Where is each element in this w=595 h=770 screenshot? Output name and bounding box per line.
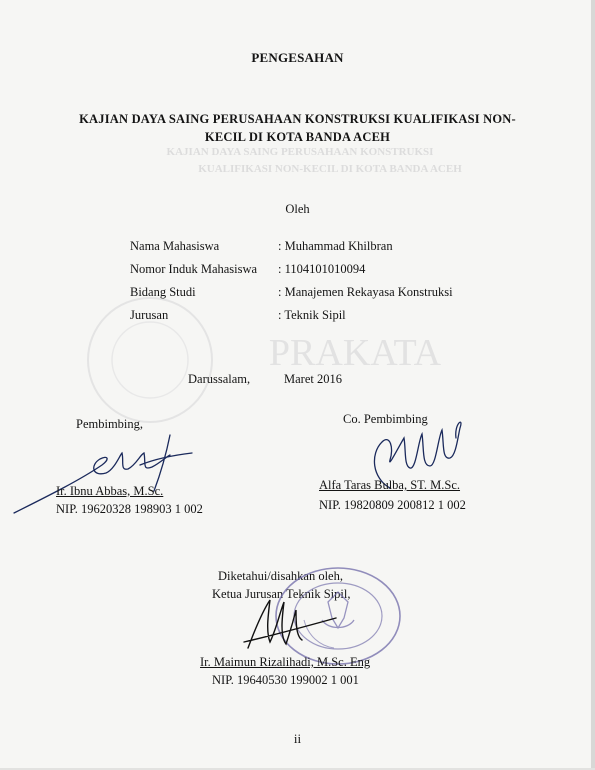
- show-through-subtitle: KUALIFIKASI NON-KECIL DI KOTA BANDA ACEH: [198, 163, 462, 175]
- approval-nip: NIP. 19640530 199002 1 001: [212, 673, 359, 687]
- date-label: Maret 2016: [284, 372, 342, 386]
- approval-name: Ir. Maimun Rizalihadi, M.Sc. Eng: [200, 655, 371, 669]
- co-supervisor-nip: NIP. 19820809 200812 1 002: [319, 498, 466, 512]
- supervisor-role: Pembimbing,: [76, 417, 144, 431]
- co-supervisor-name: Alfa Taras Bulba, ST. M.Sc.: [319, 478, 461, 492]
- field-label-nim: Nomor Induk Mahasiswa: [130, 262, 258, 276]
- page-heading: PENGESAHAN: [251, 50, 344, 65]
- thesis-title-line-1: KAJIAN DAYA SAING PERUSAHAAN KONSTRUKSI KUALIFIKASI NON-: [79, 112, 516, 126]
- field-value-jurusan: : Teknik Sipil: [278, 308, 346, 322]
- place-label: Darussalam,: [188, 372, 251, 386]
- show-through-emblem-inner: [112, 322, 188, 398]
- supervisor-nip: NIP. 19620328 198903 1 002: [56, 502, 203, 516]
- page-number: ii: [293, 731, 302, 746]
- approval-signature: [240, 592, 350, 654]
- supervisor-name: Ir. Ibnu Abbas, M.Sc.: [56, 484, 164, 498]
- thesis-title-line-2: KECIL DI KOTA BANDA ACEH: [204, 130, 391, 144]
- field-label-bidang: Bidang Studi: [130, 285, 196, 299]
- oleh-label: Oleh: [285, 202, 310, 216]
- page-right-edge: [591, 0, 595, 770]
- approval-line-2: Ketua Jurusan Teknik Sipil,: [212, 587, 351, 601]
- show-through-title: KAJIAN DAYA SAING PERUSAHAAN KONSTRUKSI: [166, 146, 434, 158]
- approval-line-1: Diketahui/disahkan oleh,: [218, 569, 343, 583]
- field-value-nim: : 1104101010094: [278, 262, 366, 276]
- field-value-name: : Muhammad Khilbran: [278, 239, 393, 253]
- co-supervisor-role: Co. Pembimbing: [343, 412, 428, 426]
- field-label-jurusan: Jurusan: [130, 308, 169, 322]
- show-through-prakata: PRAKATA: [268, 332, 442, 374]
- field-label-name: Nama Mahasiswa: [130, 239, 220, 253]
- field-value-bidang: : Manajemen Rekayasa Konstruksi: [278, 285, 453, 299]
